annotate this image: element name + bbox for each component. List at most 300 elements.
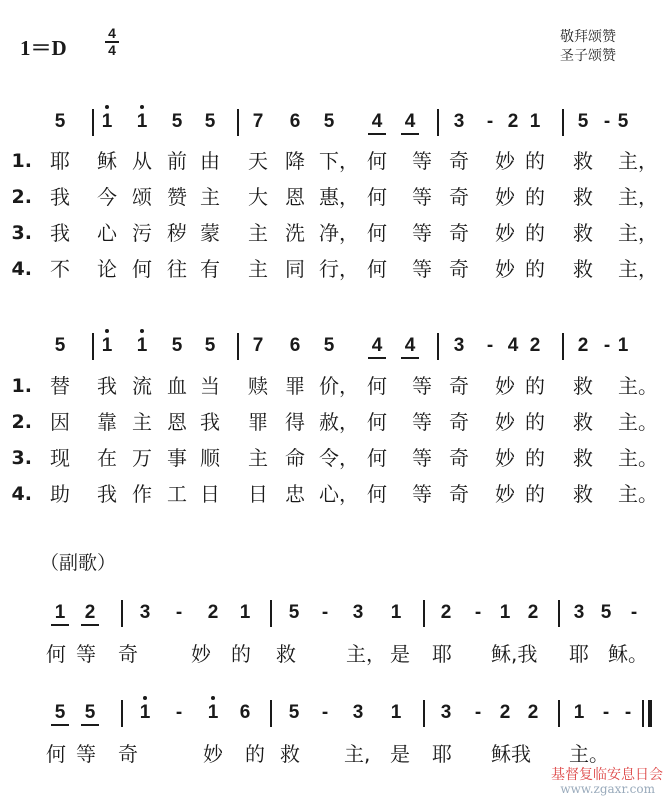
note xyxy=(398,331,422,361)
lyric-char: 主。 xyxy=(569,742,609,766)
lyric-char: 主。 xyxy=(618,482,658,506)
lyric-char: 耶 xyxy=(432,642,452,666)
lyric-char: 奇 xyxy=(118,642,138,666)
lyric-char: 同 xyxy=(285,257,305,281)
lyric-char: 心， xyxy=(319,482,359,506)
lyric-char: 的 xyxy=(525,149,545,173)
lyric-char: 的 xyxy=(525,374,545,398)
lyric-char: 奇 xyxy=(449,221,469,245)
note-symbol: 5 xyxy=(617,111,629,132)
lyric-char: 当 xyxy=(200,374,220,398)
lyric-char: 救 xyxy=(573,185,593,209)
lyric-char: 我 xyxy=(97,374,117,398)
note xyxy=(95,107,119,137)
lyric-char: 等 xyxy=(76,742,96,766)
lyric-char: 主。 xyxy=(618,410,658,434)
lyric-char: 稣,我 xyxy=(491,642,538,666)
verse-number: 4. xyxy=(11,483,32,505)
note-symbol: - xyxy=(321,602,329,623)
note-symbol: - xyxy=(175,702,183,723)
lyric-char: 妙 xyxy=(191,642,211,666)
meter-top: 4 xyxy=(108,25,116,41)
note-symbol: 5 xyxy=(577,111,589,132)
barline xyxy=(270,700,272,727)
note-symbol: 1 xyxy=(136,111,148,132)
verse-number: 3. xyxy=(11,222,32,244)
note xyxy=(384,698,408,728)
lyric-char: 奇 xyxy=(449,410,469,434)
lyric-char: 是 xyxy=(390,642,410,666)
lyric-char: 惠， xyxy=(319,185,359,209)
note-symbol: - xyxy=(175,602,183,623)
note-symbol: 5 xyxy=(171,335,183,356)
lyric-char: 洗 xyxy=(285,221,305,245)
note xyxy=(282,598,306,628)
lyric-char: 主 xyxy=(248,221,268,245)
dash xyxy=(167,598,191,628)
octave-dot xyxy=(105,329,109,333)
note-symbol: 4 xyxy=(371,335,383,356)
note xyxy=(78,598,102,628)
note xyxy=(521,698,545,728)
dash xyxy=(466,598,490,628)
meter-bottom: 4 xyxy=(108,41,116,58)
note-symbol: 5 xyxy=(54,111,66,132)
note xyxy=(198,107,222,137)
barline xyxy=(562,333,564,360)
note-symbol: 1 xyxy=(239,602,251,623)
note xyxy=(384,598,408,628)
note-symbol: - xyxy=(486,335,494,356)
note xyxy=(130,331,154,361)
note xyxy=(233,698,257,728)
note-symbol: - xyxy=(474,602,482,623)
barline xyxy=(558,700,560,727)
lyric-char: 的 xyxy=(231,642,251,666)
note xyxy=(201,598,225,628)
lyric-char: 净， xyxy=(319,221,359,245)
note xyxy=(283,107,307,137)
lyric-char: 顺 xyxy=(200,446,220,470)
category-labels xyxy=(560,28,616,66)
lyric-char: 主 xyxy=(200,185,220,209)
refrain-lyric-line xyxy=(0,636,669,672)
lyric-char: 何 xyxy=(367,374,387,398)
lyric-char: 主。 xyxy=(618,374,658,398)
note-symbol: - xyxy=(602,702,610,723)
lyric-char: 我 xyxy=(50,185,70,209)
dash xyxy=(313,598,337,628)
lyric-line xyxy=(0,215,669,251)
category-1: 敬拜颂赞 xyxy=(560,29,616,45)
note xyxy=(434,598,458,628)
note xyxy=(523,107,547,137)
lyric-char: 颂 xyxy=(132,185,152,209)
lyric-char: 奇 xyxy=(449,374,469,398)
note-symbol: 5 xyxy=(54,335,66,356)
lyric-char: 的 xyxy=(525,185,545,209)
note xyxy=(201,698,225,728)
lyric-char: 何 xyxy=(367,221,387,245)
note-row xyxy=(0,698,669,728)
note xyxy=(165,107,189,137)
lyric-char: 赦， xyxy=(319,410,359,434)
lyric-line xyxy=(0,368,669,404)
dash xyxy=(594,698,618,728)
verse-number: 1. xyxy=(11,150,32,172)
note-symbol: 1 xyxy=(136,335,148,356)
lyric-char: 等 xyxy=(412,482,432,506)
barline xyxy=(121,700,123,727)
note-symbol: 3 xyxy=(440,702,452,723)
dash xyxy=(622,598,646,628)
lyric-char: 流 xyxy=(132,374,152,398)
lyric-char: 的 xyxy=(525,257,545,281)
lyric-char: 救 xyxy=(276,642,296,666)
lyric-char: 等 xyxy=(412,446,432,470)
lyric-line xyxy=(0,143,669,179)
lyric-char: 恩 xyxy=(285,185,305,209)
note-symbol: 6 xyxy=(289,111,301,132)
barline xyxy=(92,333,94,360)
barline xyxy=(237,109,239,136)
note-symbol: 2 xyxy=(577,335,589,356)
note-symbol: 7 xyxy=(252,111,264,132)
note xyxy=(493,598,517,628)
note-symbol: 5 xyxy=(323,335,335,356)
lyric-char: 往 xyxy=(167,257,187,281)
note xyxy=(523,331,547,361)
note xyxy=(365,331,389,361)
lyric-char: 工 xyxy=(167,482,187,506)
note-symbol: 1 xyxy=(207,702,219,723)
note xyxy=(501,331,525,361)
note-symbol: 1 xyxy=(529,111,541,132)
lyric-char: 何 xyxy=(46,642,66,666)
lyric-char: 主。 xyxy=(618,446,658,470)
note-symbol: 3 xyxy=(352,602,364,623)
lyric-char: 不 xyxy=(50,257,70,281)
verse-number: 3. xyxy=(11,447,32,469)
watermark-name: 基督复临安息日会 xyxy=(551,767,663,783)
barline xyxy=(270,600,272,627)
note-symbol: 5 xyxy=(323,111,335,132)
lyric-char: 救 xyxy=(573,410,593,434)
lyric-char: 何 xyxy=(367,185,387,209)
barline xyxy=(437,333,439,360)
note xyxy=(493,698,517,728)
note-symbol: 4 xyxy=(371,111,383,132)
note xyxy=(571,331,595,361)
note xyxy=(246,107,270,137)
octave-dot xyxy=(211,696,215,700)
barline xyxy=(642,700,644,727)
lyric-char: 等 xyxy=(412,185,432,209)
lyric-char: 日 xyxy=(200,482,220,506)
barline xyxy=(423,600,425,627)
lyric-char: 污 xyxy=(132,221,152,245)
lyric-char: 等 xyxy=(76,642,96,666)
lyric-char: 的 xyxy=(525,446,545,470)
dash xyxy=(313,698,337,728)
lyric-char: 我 xyxy=(200,410,220,434)
eighth-underline xyxy=(81,624,99,626)
barline xyxy=(423,700,425,727)
barline xyxy=(92,109,94,136)
note-symbol: 2 xyxy=(527,702,539,723)
note-symbol: 1 xyxy=(101,111,113,132)
lyric-char: 蒙 xyxy=(200,221,220,245)
lyric-char: 奇 xyxy=(118,742,138,766)
verse-number: 1. xyxy=(11,375,32,397)
lyric-char: 在 xyxy=(97,446,117,470)
note-symbol: 3 xyxy=(453,335,465,356)
verse-number: 4. xyxy=(11,258,32,280)
note-symbol: 3 xyxy=(352,702,364,723)
lyric-char: 因 xyxy=(50,410,70,434)
lyric-char: 价， xyxy=(319,374,359,398)
octave-dot xyxy=(140,105,144,109)
lyric-char: 救 xyxy=(573,482,593,506)
note-symbol: 1 xyxy=(390,702,402,723)
lyric-char: 主 xyxy=(132,410,152,434)
eighth-underline xyxy=(368,357,386,359)
eighth-underline xyxy=(401,133,419,135)
note xyxy=(346,598,370,628)
note xyxy=(283,331,307,361)
lyric-char: 妙 xyxy=(495,446,515,470)
lyric-char: 等 xyxy=(412,410,432,434)
note xyxy=(434,698,458,728)
time-signature xyxy=(104,26,120,58)
dash xyxy=(478,107,502,137)
note xyxy=(611,331,635,361)
lyric-char: 行， xyxy=(319,257,359,281)
lyric-line xyxy=(0,404,669,440)
note xyxy=(198,331,222,361)
note-symbol: - xyxy=(321,702,329,723)
lyric-char: 事 xyxy=(167,446,187,470)
note-symbol: 4 xyxy=(507,335,519,356)
barline xyxy=(562,109,564,136)
lyric-char: 今 xyxy=(97,185,117,209)
dash xyxy=(616,698,640,728)
lyric-char: 的 xyxy=(525,410,545,434)
lyric-char: 稣 xyxy=(97,149,117,173)
lyric-char: 耶 xyxy=(50,149,70,173)
note-symbol: 1 xyxy=(139,702,151,723)
lyric-char: 主， xyxy=(618,185,658,209)
lyric-char: 何 xyxy=(132,257,152,281)
lyric-char: 救 xyxy=(573,374,593,398)
lyric-char: 的 xyxy=(525,221,545,245)
lyric-char: 天 xyxy=(248,149,268,173)
note-symbol: 4 xyxy=(404,335,416,356)
note-symbol: 1 xyxy=(54,602,66,623)
lyric-line xyxy=(0,440,669,476)
lyric-char: 等 xyxy=(412,221,432,245)
note xyxy=(447,107,471,137)
note-symbol: - xyxy=(630,602,638,623)
note-symbol: 6 xyxy=(289,335,301,356)
eighth-underline xyxy=(368,133,386,135)
lyric-char: 主， xyxy=(618,149,658,173)
lyric-char: 耶 xyxy=(432,742,452,766)
dash xyxy=(167,698,191,728)
lyric-char: 前 xyxy=(167,149,187,173)
lyric-char: 主， xyxy=(618,221,658,245)
lyric-char: 心 xyxy=(97,221,117,245)
note xyxy=(282,698,306,728)
lyric-char: 何 xyxy=(367,257,387,281)
lyric-char: 何 xyxy=(46,742,66,766)
note-symbol: 5 xyxy=(204,335,216,356)
note-symbol: 1 xyxy=(390,602,402,623)
note-symbol: 5 xyxy=(171,111,183,132)
eighth-underline xyxy=(81,724,99,726)
octave-dot xyxy=(140,329,144,333)
note-symbol: 5 xyxy=(84,702,96,723)
note xyxy=(317,331,341,361)
note-symbol: 4 xyxy=(404,111,416,132)
barline xyxy=(558,600,560,627)
barline xyxy=(237,333,239,360)
note xyxy=(133,598,157,628)
verse-number: 2. xyxy=(11,411,32,433)
lyric-char: 赎 xyxy=(248,374,268,398)
lyric-char: 等 xyxy=(412,257,432,281)
lyric-char: 由 xyxy=(200,149,220,173)
lyric-char: 命 xyxy=(285,446,305,470)
lyric-line xyxy=(0,179,669,215)
dash xyxy=(478,331,502,361)
lyric-char: 主， xyxy=(618,257,658,281)
octave-dot xyxy=(143,696,147,700)
note xyxy=(447,331,471,361)
lyric-char: 妙 xyxy=(495,482,515,506)
lyric-char: 替 xyxy=(50,374,70,398)
note xyxy=(346,698,370,728)
lyric-char: 罪 xyxy=(285,374,305,398)
note xyxy=(130,107,154,137)
lyric-char: 等 xyxy=(412,374,432,398)
note-symbol: 5 xyxy=(204,111,216,132)
note xyxy=(594,598,618,628)
lyric-char: 何 xyxy=(367,482,387,506)
note xyxy=(571,107,595,137)
lyric-char: 奇 xyxy=(449,446,469,470)
note xyxy=(501,107,525,137)
lyric-line xyxy=(0,476,669,512)
lyric-char: 令， xyxy=(319,446,359,470)
lyric-char: 作 xyxy=(132,482,152,506)
note xyxy=(398,107,422,137)
verse-number: 2. xyxy=(11,186,32,208)
lyric-char: 万 xyxy=(132,446,152,470)
note xyxy=(78,698,102,728)
note-row xyxy=(0,331,669,361)
lyric-char: 妙 xyxy=(495,221,515,245)
lyric-char: 妙 xyxy=(495,257,515,281)
note xyxy=(521,598,545,628)
lyric-char: 救 xyxy=(573,257,593,281)
octave-dot xyxy=(105,105,109,109)
lyric-char: 靠 xyxy=(97,410,117,434)
note-row xyxy=(0,598,669,628)
lyric-char: 主， xyxy=(346,642,386,666)
note-symbol: 2 xyxy=(440,602,452,623)
note-symbol: 1 xyxy=(573,702,585,723)
lyric-char: 有 xyxy=(200,257,220,281)
lyric-char: 赞 xyxy=(167,185,187,209)
note xyxy=(48,107,72,137)
note-symbol: 2 xyxy=(527,602,539,623)
lyric-char: 救 xyxy=(280,742,300,766)
note xyxy=(95,331,119,361)
note-symbol: 2 xyxy=(507,111,519,132)
note xyxy=(611,107,635,137)
barline xyxy=(121,600,123,627)
lyric-char: 是 xyxy=(390,742,410,766)
key-signature: 1＝D xyxy=(20,36,67,60)
lyric-char: 何 xyxy=(367,149,387,173)
lyric-char: 何 xyxy=(367,446,387,470)
watermark-url: www.zgaxr.com xyxy=(560,782,655,796)
note-symbol: 5 xyxy=(54,702,66,723)
note-symbol: 5 xyxy=(288,702,300,723)
note xyxy=(133,698,157,728)
lyric-char: 等 xyxy=(412,149,432,173)
note xyxy=(567,598,591,628)
note xyxy=(317,107,341,137)
note-symbol: - xyxy=(603,111,611,132)
lyric-char: 妙 xyxy=(495,374,515,398)
note-symbol: 3 xyxy=(453,111,465,132)
eighth-underline xyxy=(401,357,419,359)
lyric-char: 罪 xyxy=(248,410,268,434)
lyric-char: 主 xyxy=(248,257,268,281)
lyric-char: 我 xyxy=(50,221,70,245)
lyric-char: 我 xyxy=(97,482,117,506)
final-barline xyxy=(648,700,652,727)
note-symbol: 3 xyxy=(573,602,585,623)
note-symbol: - xyxy=(603,335,611,356)
lyric-char: 妙 xyxy=(203,742,223,766)
lyric-char: 妙 xyxy=(495,410,515,434)
lyric-char: 助 xyxy=(50,482,70,506)
note xyxy=(233,598,257,628)
lyric-char: 何 xyxy=(367,410,387,434)
lyric-char: 奇 xyxy=(449,482,469,506)
note xyxy=(48,331,72,361)
note-symbol: 1 xyxy=(101,335,113,356)
note-symbol: 1 xyxy=(499,602,511,623)
lyric-char: 妙 xyxy=(495,185,515,209)
lyric-char: 奇 xyxy=(449,149,469,173)
lyric-char: 主 xyxy=(248,446,268,470)
lyric-char: 现 xyxy=(50,446,70,470)
lyric-char: 恩 xyxy=(167,410,187,434)
note xyxy=(246,331,270,361)
note-symbol: 2 xyxy=(529,335,541,356)
note xyxy=(48,598,72,628)
lyric-char: 降 xyxy=(285,149,305,173)
lyric-char: 耶 xyxy=(569,642,589,666)
barline xyxy=(437,109,439,136)
lyric-char: 救 xyxy=(573,221,593,245)
lyric-line xyxy=(0,251,669,287)
eighth-underline xyxy=(51,724,69,726)
